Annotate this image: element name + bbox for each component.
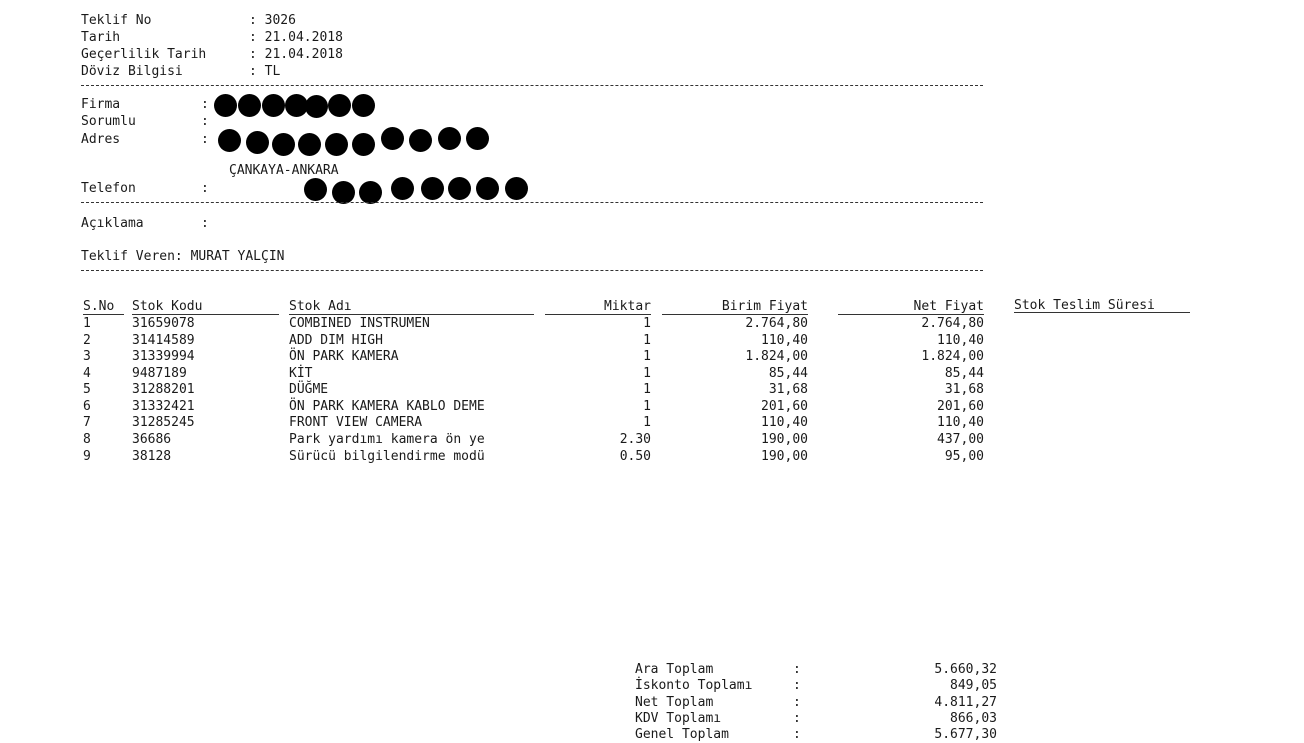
cell-stok-adi: ÖN PARK KAMERA — [289, 349, 399, 364]
total-value: 5.677,30 — [934, 727, 997, 742]
total-value: 866,03 — [950, 711, 997, 726]
cell-miktar: 1 — [643, 333, 651, 348]
cell-miktar: 1 — [643, 415, 651, 430]
cell-birim-fiyat: 190,00 — [761, 449, 808, 464]
separator-line — [81, 85, 983, 86]
cell-birim-fiyat: 2.764,80 — [745, 316, 808, 331]
cell-sno: 4 — [83, 366, 91, 381]
cell-stok-kodu: 31332421 — [132, 399, 195, 414]
gecerlilik-label: Geçerlilik Tarih — [81, 47, 207, 62]
cell-birim-fiyat: 85,44 — [768, 366, 808, 381]
cell-birim-fiyat: 201,60 — [761, 399, 808, 414]
cell-birim-fiyat: 110,40 — [761, 415, 808, 430]
aciklama-label: Açıklama — [81, 216, 144, 231]
telefon-colon: : — [201, 181, 209, 196]
adres-colon: : — [201, 132, 209, 147]
doviz-value: : TL — [249, 64, 281, 79]
separator-line — [81, 270, 983, 271]
cell-stok-adi: KİT — [289, 366, 313, 381]
sorumlu-colon: : — [201, 114, 209, 129]
cell-birim-fiyat: 1.824,00 — [745, 349, 808, 364]
total-label: KDV Toplamı — [635, 711, 722, 726]
cell-birim-fiyat: 110,40 — [761, 333, 808, 348]
adres-city: ÇANKAYA-ANKARA — [229, 163, 339, 178]
cell-stok-adi: ÖN PARK KAMERA KABLO DEME — [289, 399, 485, 414]
total-label: İskonto Toplamı — [635, 678, 753, 693]
header-underline — [1014, 312, 1190, 313]
cell-net-fiyat: 1.824,00 — [921, 349, 984, 364]
gecerlilik-value: : 21.04.2018 — [249, 47, 343, 62]
cell-sno: 6 — [83, 399, 91, 414]
col-header-teslim-suresi: Stok Teslim Süresi — [1014, 298, 1155, 313]
total-label: Genel Toplam — [635, 727, 729, 742]
cell-miktar: 1 — [643, 349, 651, 364]
cell-sno: 3 — [83, 349, 91, 364]
cell-net-fiyat: 110,40 — [937, 333, 984, 348]
total-colon: : — [793, 695, 801, 710]
cell-stok-adi: Sürücü bilgilendirme modü — [289, 449, 485, 464]
sorumlu-label: Sorumlu — [81, 114, 136, 129]
cell-miktar: 0.50 — [619, 449, 651, 464]
cell-stok-adi: COMBINED INSTRUMEN — [289, 316, 430, 331]
header-underline — [662, 314, 808, 315]
separator-line — [81, 202, 983, 203]
cell-stok-adi: FRONT VIEW CAMERA — [289, 415, 423, 430]
cell-sno: 1 — [83, 316, 91, 331]
col-header-sno: S.No — [83, 299, 115, 314]
cell-stok-adi: DÜĞME — [289, 382, 329, 397]
header-underline — [545, 314, 651, 315]
cell-miktar: 1 — [643, 366, 651, 381]
col-header-stok-adi: Stok Adı — [289, 299, 352, 314]
header-underline — [132, 314, 279, 315]
cell-stok-kodu: 31659078 — [132, 316, 195, 331]
tarih-value: : 21.04.2018 — [249, 30, 343, 45]
cell-net-fiyat: 437,00 — [937, 432, 984, 447]
cell-sno: 5 — [83, 382, 91, 397]
tarih-label: Tarih — [81, 30, 121, 45]
teklif-no-value: : 3026 — [249, 13, 296, 28]
cell-birim-fiyat: 31,68 — [768, 382, 808, 397]
cell-stok-kodu: 38128 — [132, 449, 172, 464]
col-header-birim-fiyat: Birim Fiyat — [721, 299, 808, 314]
aciklama-colon: : — [201, 216, 209, 231]
cell-net-fiyat: 95,00 — [944, 449, 984, 464]
total-value: 4.811,27 — [934, 695, 997, 710]
cell-net-fiyat: 201,60 — [937, 399, 984, 414]
adres-label: Adres — [81, 132, 121, 147]
cell-stok-adi: Park yardımı kamera ön ye — [289, 432, 485, 447]
cell-miktar: 2.30 — [619, 432, 651, 447]
firma-label: Firma — [81, 97, 121, 112]
cell-birim-fiyat: 190,00 — [761, 432, 808, 447]
cell-stok-kodu: 9487189 — [132, 366, 187, 381]
total-colon: : — [793, 727, 801, 742]
header-underline — [289, 314, 534, 315]
doviz-label: Döviz Bilgisi — [81, 64, 183, 79]
telefon-label: Telefon — [81, 181, 136, 196]
total-value: 5.660,32 — [934, 662, 997, 677]
total-colon: : — [793, 711, 801, 726]
cell-sno: 2 — [83, 333, 91, 348]
cell-stok-adi: ADD DIM HIGH — [289, 333, 383, 348]
total-label: Ara Toplam — [635, 662, 714, 677]
header-underline — [83, 314, 124, 315]
cell-sno: 8 — [83, 432, 91, 447]
cell-stok-kodu: 36686 — [132, 432, 172, 447]
cell-net-fiyat: 31,68 — [944, 382, 984, 397]
col-header-stok-kodu: Stok Kodu — [132, 299, 203, 314]
total-value: 849,05 — [950, 678, 997, 693]
cell-net-fiyat: 2.764,80 — [921, 316, 984, 331]
cell-miktar: 1 — [643, 316, 651, 331]
cell-miktar: 1 — [643, 399, 651, 414]
firma-colon: : — [201, 97, 209, 112]
cell-net-fiyat: 85,44 — [944, 366, 984, 381]
cell-stok-kodu: 31339994 — [132, 349, 195, 364]
cell-sno: 7 — [83, 415, 91, 430]
total-colon: : — [793, 678, 801, 693]
cell-stok-kodu: 31288201 — [132, 382, 195, 397]
col-header-net-fiyat: Net Fiyat — [913, 299, 984, 314]
col-header-miktar: Miktar — [604, 299, 651, 314]
teklif-veren: Teklif Veren: MURAT YALÇIN — [81, 249, 285, 264]
cell-stok-kodu: 31414589 — [132, 333, 195, 348]
total-colon: : — [793, 662, 801, 677]
cell-net-fiyat: 110,40 — [937, 415, 984, 430]
cell-sno: 9 — [83, 449, 91, 464]
teklif-no-label: Teklif No — [81, 13, 152, 28]
header-underline — [838, 314, 984, 315]
total-label: Net Toplam — [635, 695, 714, 710]
cell-miktar: 1 — [643, 382, 651, 397]
cell-stok-kodu: 31285245 — [132, 415, 195, 430]
